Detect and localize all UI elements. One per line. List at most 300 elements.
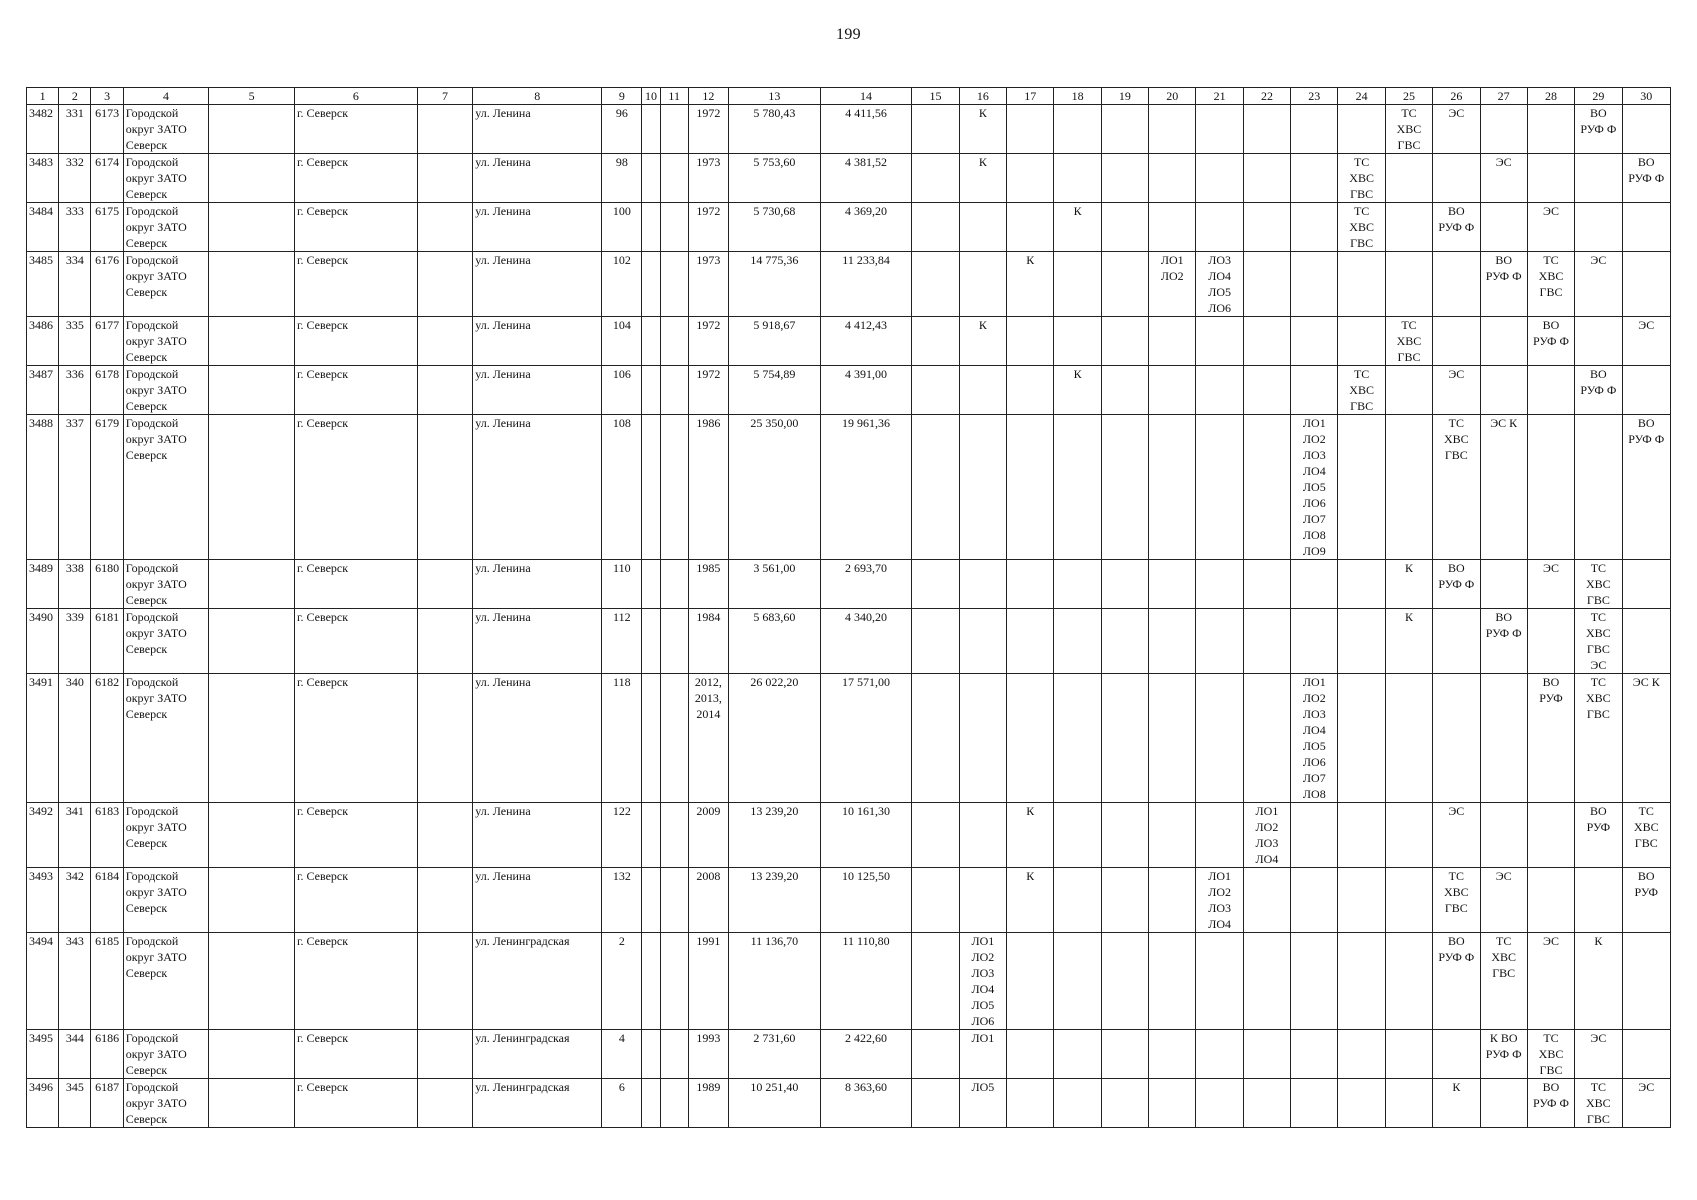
cell-col-16 xyxy=(959,868,1006,933)
cell-col-20 xyxy=(1149,933,1196,1030)
cell-col-15 xyxy=(912,154,959,203)
cell-col-25 xyxy=(1385,933,1432,1030)
cell-col-10 xyxy=(642,1030,660,1079)
cell-col-23 xyxy=(1291,1030,1338,1079)
cell-col-11 xyxy=(660,154,688,203)
cell-col-5 xyxy=(209,560,295,609)
cell-col-12: 1993 xyxy=(688,1030,728,1079)
cell-col-18: К xyxy=(1054,366,1101,415)
cell-col-19 xyxy=(1101,803,1148,868)
cell-col-27 xyxy=(1480,366,1527,415)
cell-col-3: 6180 xyxy=(91,560,123,609)
cell-col-25 xyxy=(1385,674,1432,803)
cell-col-2: 334 xyxy=(59,252,91,317)
cell-col-22 xyxy=(1243,674,1290,803)
cell-col-4: Городской округ ЗАТО Северск xyxy=(123,154,209,203)
cell-col-16: К xyxy=(959,317,1006,366)
cell-col-24 xyxy=(1338,252,1385,317)
cell-col-12: 1973 xyxy=(688,154,728,203)
cell-col-12: 2009 xyxy=(688,803,728,868)
cell-col-24 xyxy=(1338,1079,1385,1128)
cell-col-11 xyxy=(660,317,688,366)
cell-col-9: 102 xyxy=(602,252,642,317)
cell-col-19 xyxy=(1101,1079,1148,1128)
cell-col-26 xyxy=(1433,154,1480,203)
table-row xyxy=(27,366,1671,415)
cell-col-1: 3496 xyxy=(27,1079,59,1128)
cell-col-21 xyxy=(1196,1079,1243,1128)
cell-col-17: К xyxy=(1007,803,1054,868)
cell-col-12: 1991 xyxy=(688,933,728,1030)
cell-col-8: ул. Ленина xyxy=(473,560,602,609)
cell-col-25 xyxy=(1385,1079,1432,1128)
cell-col-10 xyxy=(642,252,660,317)
cell-col-18 xyxy=(1054,674,1101,803)
cell-col-6: г. Северск xyxy=(294,674,417,803)
table-row xyxy=(27,609,1671,674)
cell-col-8: ул. Ленина xyxy=(473,154,602,203)
cell-col-7 xyxy=(417,803,472,868)
cell-col-20 xyxy=(1149,609,1196,674)
cell-col-14: 4 391,00 xyxy=(820,366,912,415)
cell-col-27 xyxy=(1480,105,1527,154)
table-row xyxy=(27,1030,1671,1079)
cell-col-14: 4 381,52 xyxy=(820,154,912,203)
cell-col-30: ЭС xyxy=(1622,1079,1670,1128)
cell-col-14: 4 369,20 xyxy=(820,203,912,252)
cell-col-18 xyxy=(1054,1030,1101,1079)
cell-col-10 xyxy=(642,415,660,560)
cell-col-13: 5 918,67 xyxy=(729,317,821,366)
cell-col-2: 339 xyxy=(59,609,91,674)
cell-col-17 xyxy=(1007,317,1054,366)
cell-col-25 xyxy=(1385,154,1432,203)
cell-col-14: 10 161,30 xyxy=(820,803,912,868)
cell-col-28: ТС ХВС ГВС xyxy=(1527,252,1574,317)
cell-col-13: 10 251,40 xyxy=(729,1079,821,1128)
cell-col-5 xyxy=(209,415,295,560)
cell-col-8: ул. Ленинградская xyxy=(473,933,602,1030)
cell-col-28 xyxy=(1527,154,1574,203)
cell-col-29 xyxy=(1575,868,1622,933)
cell-col-17 xyxy=(1007,560,1054,609)
cell-col-28: ВО РУФ Ф xyxy=(1527,317,1574,366)
cell-col-28 xyxy=(1527,868,1574,933)
cell-col-23 xyxy=(1291,609,1338,674)
cell-col-18 xyxy=(1054,317,1101,366)
cell-col-8: ул. Ленина xyxy=(473,317,602,366)
column-header-2: 2 xyxy=(59,88,91,105)
column-header-11: 11 xyxy=(660,88,688,105)
cell-col-30 xyxy=(1622,560,1670,609)
table-row xyxy=(27,415,1671,560)
cell-col-28 xyxy=(1527,803,1574,868)
cell-col-15 xyxy=(912,674,959,803)
cell-col-19 xyxy=(1101,933,1148,1030)
cell-col-14: 11 110,80 xyxy=(820,933,912,1030)
cell-col-21 xyxy=(1196,105,1243,154)
cell-col-25: ТС ХВС ГВС xyxy=(1385,317,1432,366)
cell-col-25: ТС ХВС ГВС xyxy=(1385,105,1432,154)
cell-col-21 xyxy=(1196,415,1243,560)
cell-col-22 xyxy=(1243,366,1290,415)
cell-col-19 xyxy=(1101,252,1148,317)
cell-col-29: ТС ХВС ГВС xyxy=(1575,560,1622,609)
cell-col-10 xyxy=(642,105,660,154)
cell-col-23 xyxy=(1291,1079,1338,1128)
cell-col-18 xyxy=(1054,415,1101,560)
cell-col-13: 13 239,20 xyxy=(729,803,821,868)
cell-col-29: ЭС xyxy=(1575,1030,1622,1079)
cell-col-28: ВО РУФ xyxy=(1527,674,1574,803)
cell-col-7 xyxy=(417,415,472,560)
cell-col-11 xyxy=(660,203,688,252)
cell-col-3: 6178 xyxy=(91,366,123,415)
cell-col-12: 1984 xyxy=(688,609,728,674)
cell-col-23 xyxy=(1291,154,1338,203)
cell-col-27 xyxy=(1480,560,1527,609)
cell-col-27: ТС ХВС ГВС xyxy=(1480,933,1527,1030)
table-row xyxy=(27,252,1671,317)
cell-col-21 xyxy=(1196,1030,1243,1079)
cell-col-21 xyxy=(1196,366,1243,415)
cell-col-10 xyxy=(642,366,660,415)
cell-col-5 xyxy=(209,868,295,933)
cell-col-21 xyxy=(1196,154,1243,203)
cell-col-28: ВО РУФ Ф xyxy=(1527,1079,1574,1128)
cell-col-20 xyxy=(1149,560,1196,609)
cell-col-15 xyxy=(912,415,959,560)
column-header-29: 29 xyxy=(1575,88,1622,105)
cell-col-19 xyxy=(1101,674,1148,803)
cell-col-29: ТС ХВС ГВС xyxy=(1575,1079,1622,1128)
cell-col-23: ЛО1 ЛО2 ЛО3 ЛО4 ЛО5 ЛО6 ЛО7 ЛО8 ЛО9 xyxy=(1291,415,1338,560)
table-row xyxy=(27,560,1671,609)
cell-col-12: 1972 xyxy=(688,366,728,415)
cell-col-28: ЭС xyxy=(1527,560,1574,609)
cell-col-12: 1972 xyxy=(688,105,728,154)
cell-col-6: г. Северск xyxy=(294,1079,417,1128)
cell-col-13: 13 239,20 xyxy=(729,868,821,933)
cell-col-16 xyxy=(959,674,1006,803)
cell-col-16: ЛО1 ЛО2 ЛО3 ЛО4 ЛО5 ЛО6 xyxy=(959,933,1006,1030)
cell-col-16 xyxy=(959,415,1006,560)
cell-col-6: г. Северск xyxy=(294,105,417,154)
cell-col-2: 340 xyxy=(59,674,91,803)
cell-col-23 xyxy=(1291,252,1338,317)
column-header-18: 18 xyxy=(1054,88,1101,105)
cell-col-2: 338 xyxy=(59,560,91,609)
cell-col-9: 132 xyxy=(602,868,642,933)
cell-col-21 xyxy=(1196,560,1243,609)
cell-col-10 xyxy=(642,317,660,366)
cell-col-24 xyxy=(1338,1030,1385,1079)
column-header-25: 25 xyxy=(1385,88,1432,105)
cell-col-4: Городской округ ЗАТО Северск xyxy=(123,560,209,609)
cell-col-2: 337 xyxy=(59,415,91,560)
cell-col-16: К xyxy=(959,154,1006,203)
cell-col-20 xyxy=(1149,415,1196,560)
cell-col-25: К xyxy=(1385,560,1432,609)
cell-col-27: ВО РУФ Ф xyxy=(1480,609,1527,674)
cell-col-10 xyxy=(642,933,660,1030)
cell-col-7 xyxy=(417,674,472,803)
cell-col-9: 112 xyxy=(602,609,642,674)
cell-col-19 xyxy=(1101,154,1148,203)
cell-col-3: 6183 xyxy=(91,803,123,868)
cell-col-5 xyxy=(209,1079,295,1128)
cell-col-16: К xyxy=(959,105,1006,154)
cell-col-4: Городской округ ЗАТО Северск xyxy=(123,803,209,868)
cell-col-25 xyxy=(1385,252,1432,317)
cell-col-23 xyxy=(1291,317,1338,366)
cell-col-20 xyxy=(1149,1079,1196,1128)
cell-col-29: ВО РУФ xyxy=(1575,803,1622,868)
cell-col-2: 333 xyxy=(59,203,91,252)
cell-col-18 xyxy=(1054,868,1101,933)
cell-col-18 xyxy=(1054,560,1101,609)
cell-col-15 xyxy=(912,105,959,154)
cell-col-16 xyxy=(959,560,1006,609)
cell-col-11 xyxy=(660,609,688,674)
cell-col-25 xyxy=(1385,868,1432,933)
cell-col-17 xyxy=(1007,105,1054,154)
cell-col-1: 3493 xyxy=(27,868,59,933)
cell-col-24 xyxy=(1338,105,1385,154)
cell-col-11 xyxy=(660,560,688,609)
cell-col-20 xyxy=(1149,154,1196,203)
cell-col-6: г. Северск xyxy=(294,415,417,560)
cell-col-30 xyxy=(1622,609,1670,674)
cell-col-2: 332 xyxy=(59,154,91,203)
cell-col-13: 3 561,00 xyxy=(729,560,821,609)
cell-col-23 xyxy=(1291,933,1338,1030)
cell-col-22 xyxy=(1243,154,1290,203)
cell-col-6: г. Северск xyxy=(294,203,417,252)
cell-col-26: ТС ХВС ГВС xyxy=(1433,868,1480,933)
cell-col-15 xyxy=(912,868,959,933)
cell-col-1: 3490 xyxy=(27,609,59,674)
cell-col-17 xyxy=(1007,366,1054,415)
cell-col-30: ЭС К xyxy=(1622,674,1670,803)
cell-col-17: К xyxy=(1007,252,1054,317)
column-header-28: 28 xyxy=(1527,88,1574,105)
cell-col-24 xyxy=(1338,317,1385,366)
cell-col-10 xyxy=(642,154,660,203)
cell-col-24 xyxy=(1338,868,1385,933)
cell-col-29: К xyxy=(1575,933,1622,1030)
cell-col-26 xyxy=(1433,317,1480,366)
cell-col-15 xyxy=(912,803,959,868)
cell-col-28: ЭС xyxy=(1527,933,1574,1030)
cell-col-25 xyxy=(1385,803,1432,868)
cell-col-3: 6184 xyxy=(91,868,123,933)
column-header-16: 16 xyxy=(959,88,1006,105)
cell-col-24: ТС ХВС ГВС xyxy=(1338,366,1385,415)
cell-col-12: 1972 xyxy=(688,203,728,252)
cell-col-16: ЛО1 xyxy=(959,1030,1006,1079)
cell-col-22 xyxy=(1243,317,1290,366)
cell-col-9: 100 xyxy=(602,203,642,252)
cell-col-23 xyxy=(1291,366,1338,415)
cell-col-29: ТС ХВС ГВС ЭС xyxy=(1575,609,1622,674)
cell-col-7 xyxy=(417,1030,472,1079)
cell-col-3: 6179 xyxy=(91,415,123,560)
cell-col-20 xyxy=(1149,1030,1196,1079)
cell-col-21 xyxy=(1196,803,1243,868)
cell-col-22: ЛО1 ЛО2 ЛО3 ЛО4 xyxy=(1243,803,1290,868)
cell-col-11 xyxy=(660,415,688,560)
cell-col-19 xyxy=(1101,560,1148,609)
cell-col-24 xyxy=(1338,415,1385,560)
cell-col-26: ВО РУФ Ф xyxy=(1433,933,1480,1030)
cell-col-30: ВО РУФ xyxy=(1622,868,1670,933)
cell-col-22 xyxy=(1243,252,1290,317)
cell-col-13: 25 350,00 xyxy=(729,415,821,560)
cell-col-24 xyxy=(1338,560,1385,609)
cell-col-9: 96 xyxy=(602,105,642,154)
column-header-15: 15 xyxy=(912,88,959,105)
cell-col-30 xyxy=(1622,203,1670,252)
cell-col-15 xyxy=(912,1030,959,1079)
column-header-26: 26 xyxy=(1433,88,1480,105)
cell-col-10 xyxy=(642,803,660,868)
cell-col-28: ЭС xyxy=(1527,203,1574,252)
cell-col-3: 6176 xyxy=(91,252,123,317)
cell-col-15 xyxy=(912,609,959,674)
column-header-14: 14 xyxy=(820,88,912,105)
cell-col-7 xyxy=(417,933,472,1030)
cell-col-12: 1989 xyxy=(688,1079,728,1128)
cell-col-2: 343 xyxy=(59,933,91,1030)
cell-col-22 xyxy=(1243,609,1290,674)
cell-col-6: г. Северск xyxy=(294,609,417,674)
cell-col-18 xyxy=(1054,105,1101,154)
cell-col-13: 5 683,60 xyxy=(729,609,821,674)
column-header-21: 21 xyxy=(1196,88,1243,105)
cell-col-13: 2 731,60 xyxy=(729,1030,821,1079)
column-header-6: 6 xyxy=(294,88,417,105)
cell-col-22 xyxy=(1243,560,1290,609)
cell-col-29 xyxy=(1575,317,1622,366)
cell-col-30 xyxy=(1622,366,1670,415)
cell-col-10 xyxy=(642,609,660,674)
cell-col-9: 118 xyxy=(602,674,642,803)
cell-col-2: 331 xyxy=(59,105,91,154)
cell-col-25 xyxy=(1385,203,1432,252)
cell-col-16: ЛО5 xyxy=(959,1079,1006,1128)
cell-col-8: ул. Ленина xyxy=(473,203,602,252)
cell-col-15 xyxy=(912,560,959,609)
cell-col-29: ТС ХВС ГВС xyxy=(1575,674,1622,803)
cell-col-4: Городской округ ЗАТО Северск xyxy=(123,868,209,933)
cell-col-12: 2008 xyxy=(688,868,728,933)
table-row xyxy=(27,203,1671,252)
cell-col-19 xyxy=(1101,609,1148,674)
cell-col-30: ЭС xyxy=(1622,317,1670,366)
cell-col-5 xyxy=(209,252,295,317)
cell-col-18 xyxy=(1054,609,1101,674)
cell-col-28: ТС ХВС ГВС xyxy=(1527,1030,1574,1079)
cell-col-28 xyxy=(1527,415,1574,560)
cell-col-6: г. Северск xyxy=(294,154,417,203)
cell-col-20 xyxy=(1149,317,1196,366)
cell-col-27 xyxy=(1480,1079,1527,1128)
cell-col-6: г. Северск xyxy=(294,366,417,415)
cell-col-21 xyxy=(1196,933,1243,1030)
cell-col-28 xyxy=(1527,105,1574,154)
cell-col-29 xyxy=(1575,154,1622,203)
cell-col-23 xyxy=(1291,803,1338,868)
cell-col-3: 6182 xyxy=(91,674,123,803)
cell-col-6: г. Северск xyxy=(294,803,417,868)
cell-col-30 xyxy=(1622,933,1670,1030)
cell-col-20 xyxy=(1149,868,1196,933)
cell-col-5 xyxy=(209,803,295,868)
column-header-20: 20 xyxy=(1149,88,1196,105)
cell-col-29: ЭС xyxy=(1575,252,1622,317)
cell-col-1: 3494 xyxy=(27,933,59,1030)
cell-col-19 xyxy=(1101,317,1148,366)
cell-col-6: г. Северск xyxy=(294,252,417,317)
cell-col-17 xyxy=(1007,609,1054,674)
cell-col-27 xyxy=(1480,203,1527,252)
table-row xyxy=(27,868,1671,933)
cell-col-30 xyxy=(1622,105,1670,154)
cell-col-15 xyxy=(912,1079,959,1128)
cell-col-26: ЭС xyxy=(1433,803,1480,868)
cell-col-5 xyxy=(209,1030,295,1079)
cell-col-21 xyxy=(1196,674,1243,803)
cell-col-20 xyxy=(1149,105,1196,154)
cell-col-10 xyxy=(642,560,660,609)
cell-col-11 xyxy=(660,366,688,415)
cell-col-22 xyxy=(1243,933,1290,1030)
cell-col-4: Городской округ ЗАТО Северск xyxy=(123,933,209,1030)
cell-col-4: Городской округ ЗАТО Северск xyxy=(123,415,209,560)
cell-col-27 xyxy=(1480,317,1527,366)
cell-col-20 xyxy=(1149,366,1196,415)
cell-col-1: 3492 xyxy=(27,803,59,868)
cell-col-25 xyxy=(1385,415,1432,560)
cell-col-19 xyxy=(1101,105,1148,154)
cell-col-2: 335 xyxy=(59,317,91,366)
cell-col-13: 5 730,68 xyxy=(729,203,821,252)
cell-col-29: ВО РУФ Ф xyxy=(1575,366,1622,415)
cell-col-7 xyxy=(417,203,472,252)
cell-col-1: 3489 xyxy=(27,560,59,609)
cell-col-14: 17 571,00 xyxy=(820,674,912,803)
cell-col-30 xyxy=(1622,252,1670,317)
cell-col-24: ТС ХВС ГВС xyxy=(1338,203,1385,252)
cell-col-20 xyxy=(1149,803,1196,868)
cell-col-9: 106 xyxy=(602,366,642,415)
cell-col-5 xyxy=(209,674,295,803)
cell-col-23 xyxy=(1291,868,1338,933)
cell-col-14: 19 961,36 xyxy=(820,415,912,560)
cell-col-16 xyxy=(959,803,1006,868)
cell-col-1: 3495 xyxy=(27,1030,59,1079)
cell-col-4: Городской округ ЗАТО Северск xyxy=(123,609,209,674)
cell-col-4: Городской округ ЗАТО Северск xyxy=(123,317,209,366)
column-header-7: 7 xyxy=(417,88,472,105)
cell-col-8: ул. Ленинградская xyxy=(473,1079,602,1128)
cell-col-26: К xyxy=(1433,1079,1480,1128)
cell-col-21 xyxy=(1196,609,1243,674)
cell-col-4: Городской округ ЗАТО Северск xyxy=(123,203,209,252)
cell-col-2: 344 xyxy=(59,1030,91,1079)
cell-col-24 xyxy=(1338,803,1385,868)
